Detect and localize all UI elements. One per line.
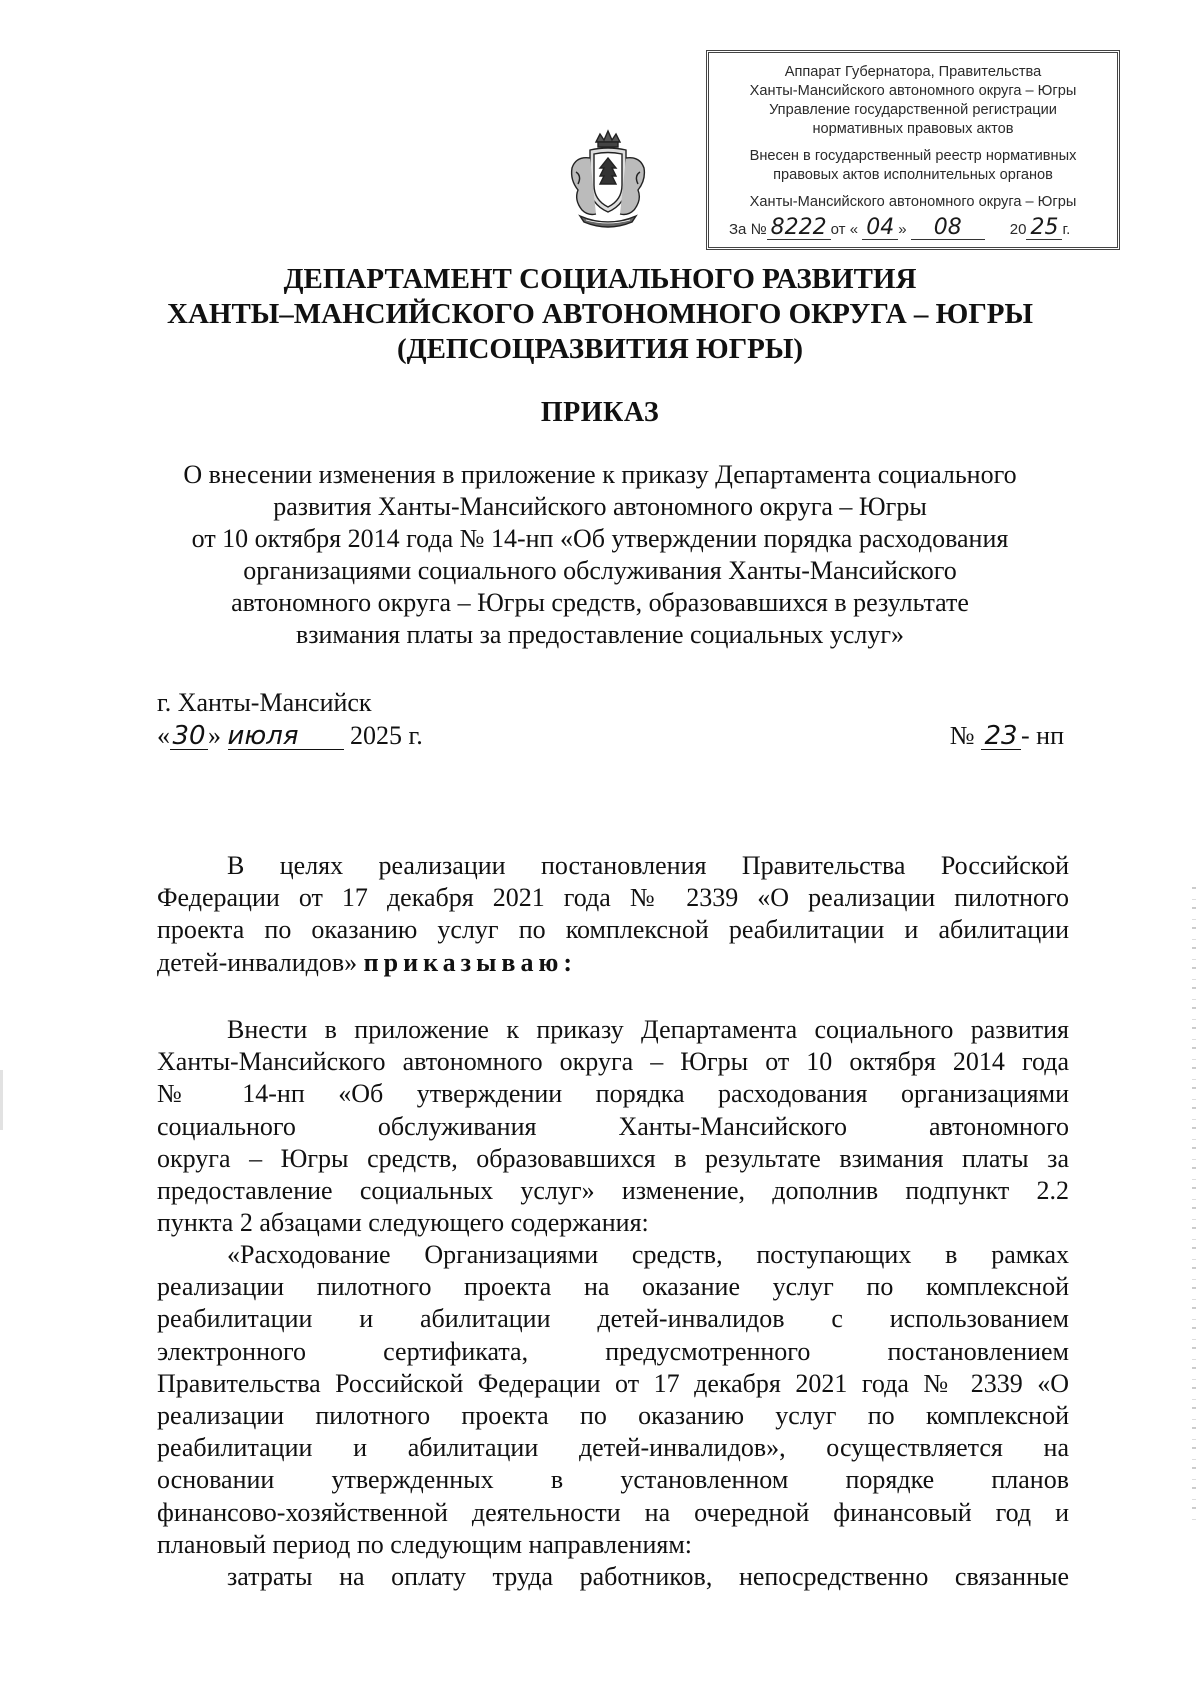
- main-line: Ханты-Мансийского автономного округа – Югры от 10 октября 2014 года: [157, 1047, 1069, 1077]
- date-day: 30: [170, 723, 208, 750]
- stamp-line: нормативных правовых актов: [812, 121, 1014, 137]
- quoted-amendment: [157, 1239, 1069, 1593]
- stamp-region-line: Ханты-Мансийского автономного округа – Югры: [749, 194, 1077, 210]
- department-title-line3: (ДЕПСОЦРАЗВИТИЯ ЮГРЫ): [396, 333, 804, 365]
- date-month: июля: [228, 723, 344, 750]
- main-line: пункта 2 абзацами следующего содержания:: [157, 1208, 649, 1238]
- preamble-line: В целях реализации постановления Правительства Российской: [227, 851, 1069, 880]
- main-line: социального обслуживания Ханты-Мансийского автономного: [157, 1111, 1069, 1141]
- quote-line: плановый период по следующим направлениям:: [157, 1529, 692, 1559]
- quote-line: реализации пилотного проекта на оказание услуг по комплексной: [157, 1272, 1069, 1302]
- stamp-year-suffix: 25: [1026, 217, 1062, 240]
- stamp-month: 08: [911, 217, 985, 240]
- quote-line: реабилитации и абилитации детей-инвалидов», осуществляется на: [157, 1433, 1069, 1463]
- main-line: округа – Югры средств, образовавшихся в результате взимания платы за: [157, 1143, 1069, 1173]
- department-title-line2: ХАНТЫ–МАНСИЙСКОГО АВТОНОМНОГО ОКРУГА – ЮГРЫ: [167, 298, 1033, 330]
- subject-line: взимания платы за предоставление социальных услуг»: [295, 620, 905, 649]
- quote-line: реализации пилотного проекта по оказанию услуг по комплексной: [157, 1400, 1069, 1430]
- scan-edge-artifact: [1192, 880, 1196, 1520]
- main-line: Внести в приложение к приказу Департамента социального развития: [227, 1015, 1069, 1044]
- subject-line: развития Ханты-Мансийского автономного округа – Югры: [273, 492, 927, 521]
- stamp-number-row: [729, 217, 1105, 241]
- subject-line: организациями социального обслуживания Ханты-Мансийского: [243, 556, 957, 585]
- quote-line: Правительства Российской Федерации от 17 декабря 2021 года № 2339 «О: [157, 1368, 1069, 1398]
- main-line: № 14-нп «Об утверждении порядка расходования организациями: [157, 1079, 1069, 1109]
- main-paragraph: [157, 1014, 1069, 1239]
- stamp-year-unit: г.: [1062, 221, 1071, 238]
- preamble-line: Федерации от 17 декабря 2021 года № 2339 «О реализации пилотного: [157, 883, 1069, 913]
- coat-of-arms-emblem: [566, 128, 650, 234]
- preamble-line-last: [157, 947, 1069, 979]
- date-close-quote: »: [208, 721, 221, 750]
- order-number: [950, 721, 1064, 751]
- order-date: [157, 721, 423, 751]
- expense-line: затраты на оплату труда работников, непосредственно связанные: [227, 1561, 1069, 1591]
- quote-line: реабилитации и абилитации детей-инвалидов с использованием: [157, 1304, 1069, 1334]
- stamp-year-prefix: 20: [1009, 221, 1027, 238]
- stamp-line: Аппарат Губернатора, Правительства: [784, 64, 1042, 80]
- preamble-paragraph: [157, 850, 1069, 979]
- order-number-suffix: - нп: [1021, 721, 1064, 750]
- subject-line: О внесении изменения в приложение к приказу Департамента социального: [183, 460, 1017, 489]
- quote-line: финансово-хозяйственной деятельности на очередной финансовый год и: [157, 1497, 1069, 1527]
- scan-edge-artifact-left: [0, 1070, 3, 1130]
- stamp-line: Управление государственной регистрации: [769, 102, 1057, 118]
- quote-line: электронного сертификата, предусмотренного постановлением: [157, 1336, 1069, 1366]
- registration-stamp: [706, 50, 1120, 250]
- document-type-title: ПРИКАЗ: [540, 397, 660, 428]
- stamp-no-label: За №: [729, 221, 767, 238]
- order-subject: [120, 459, 1080, 651]
- stamp-from-label: от «: [830, 221, 859, 238]
- stamp-day-close: »: [898, 221, 907, 238]
- order-number-value: 23: [981, 723, 1021, 750]
- date-year: 2025 г.: [350, 721, 423, 750]
- subject-line: автономного округа – Югры средств, образовавшихся в результате: [231, 588, 969, 617]
- main-line: предоставление социальных услуг» изменение, дополнив подпункт 2.2: [157, 1175, 1069, 1205]
- stamp-day: 04: [862, 217, 898, 240]
- subject-line: от 10 октября 2014 года № 14-нп «Об утверждении порядка расходования: [191, 524, 1009, 553]
- preamble-last-text: детей-инвалидов»: [157, 947, 358, 977]
- place-of-issue: г. Ханты-Мансийск: [157, 688, 372, 717]
- date-open-quote: «: [157, 721, 170, 750]
- stamp-reg-number: 8222: [767, 217, 831, 240]
- quote-line: «Расходование Организациями средств, поступающих в рамках: [227, 1240, 1069, 1269]
- department-title-line1: ДЕПАРТАМЕНТ СОЦИАЛЬНОГО РАЗВИТИЯ: [283, 263, 917, 295]
- stamp-registered-line: Внесен в государственный реестр нормативных: [749, 148, 1077, 164]
- stamp-line: Ханты-Мансийского автономного округа – Югры: [749, 83, 1077, 99]
- order-number-prefix: №: [949, 721, 975, 750]
- preamble-line: проекта по оказанию услуг по комплексной реабилитации и абилитации: [157, 915, 1069, 945]
- decree-word: приказываю:: [363, 947, 577, 977]
- quote-line: основании утвержденных в установленном порядке планов: [157, 1465, 1069, 1495]
- stamp-registered-line: правовых актов исполнительных органов: [773, 167, 1053, 183]
